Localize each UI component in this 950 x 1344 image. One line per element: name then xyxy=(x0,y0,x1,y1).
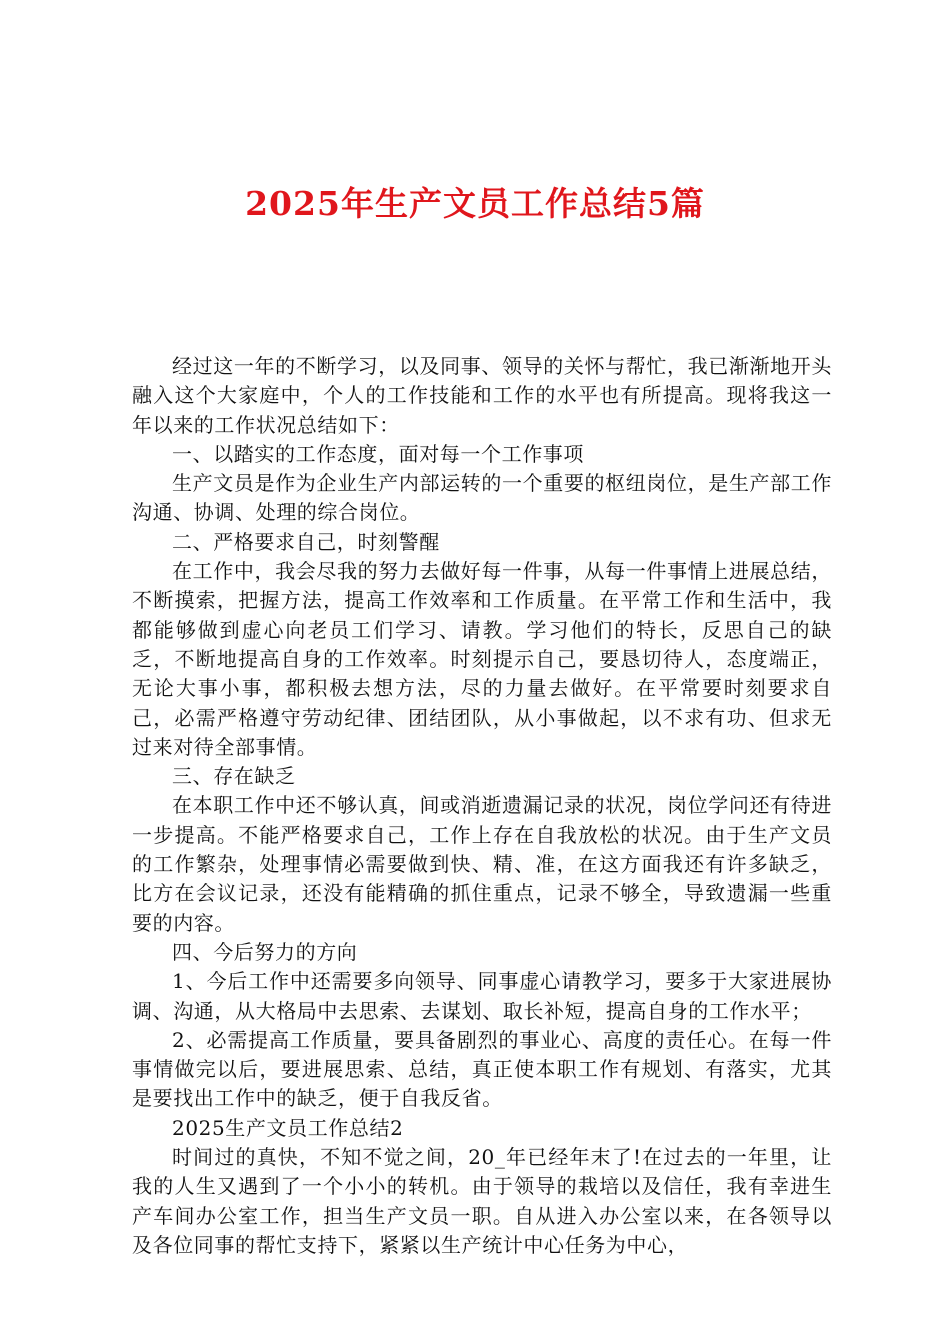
section-heading-2: 二、严格要求自己，时刻警醒 xyxy=(172,529,440,554)
paragraph-intro: 经过这一年的不断学习，以及同事、领导的关怀与帮忙，我已渐渐地开头融入这个大家庭中，个人的工作技能和工作的水平也有所提高。现将我这一年以来的工作状况总结如下： xyxy=(132,354,832,437)
paragraph-role: 生产文员是作为企业生产内部运转的一个重要的枢纽岗位，是生产部工作沟通、协调、处理的综合岗位。 xyxy=(132,471,832,525)
section-heading-5: 2025生产文员工作总结2 xyxy=(172,1115,404,1140)
paragraph-shortcomings: 在本职工作中还不够认真，间或消逝遗漏记录的状况，岗位学问还有待进一步提高。不能严格要求自己，工作上存在自我放松的状况。由于生产文员的工作繁杂，处理事情必需要做到快、精、准，在这方面我还有许多缺乏，比方在会议记录，还没有能精确的抓住重点，记录不够全，导致遗漏一些重要的内容。 xyxy=(132,793,832,935)
paragraph-work: 在工作中，我会尽我的努力去做好每一件事，从每一件事情上进展总结，不断摸索，把握方法，提高工作效率和工作质量。在平常工作和生活中，我都能够做到虚心向老员工们学习、请教。学习他们的特长，反思自己的缺乏，不断地提高自身的工作效率。时刻提示自己，要恳切待人，态度端正，无论大事小事，都积极去想方法，尽的力量去做好。在平常要时刻要求自己，必需严格遵守劳动纪律、团结团队，从小事做起，以不求有功、但求无过来对待全部事情。 xyxy=(132,559,832,759)
paragraph-direction-1: 1、今后工作中还需要多向领导、同事虚心请教学习，要多于大家进展协调、沟通，从大格局中去思索、去谋划、取长补短，提高自身的工作水平； xyxy=(132,969,832,1023)
section-heading-4: 四、今后努力的方向 xyxy=(172,939,358,964)
paragraph-direction-2: 2、必需提高工作质量，要具备剧烈的事业心、高度的责任心。在每一件事情做完以后，要进展思索、总结，真正使本职工作有规划、有落实，尤其是要找出工作中的缺乏，便于自我反省。 xyxy=(132,1027,832,1111)
section-heading-1: 一、以踏实的工作态度，面对每一个工作事项 xyxy=(172,441,584,466)
section-heading-3: 三、存在缺乏 xyxy=(172,764,296,789)
document-title: 2025年生产文员工作总结5篇 xyxy=(245,184,705,223)
document-body xyxy=(132,352,832,1260)
paragraph-summary-2: 时间过的真快，不知不觉之间，20_年已经年末了!在过去的一年里，让我的人生又遇到了一个小小的转机。由于领导的栽培以及信任，我有幸进生产车间办公室工作，担当生产文员一职。自从进入办公室以来，在各领导以及各位同事的帮忙支持下，紧紧以生产统计中心任务为中心， xyxy=(132,1145,832,1257)
